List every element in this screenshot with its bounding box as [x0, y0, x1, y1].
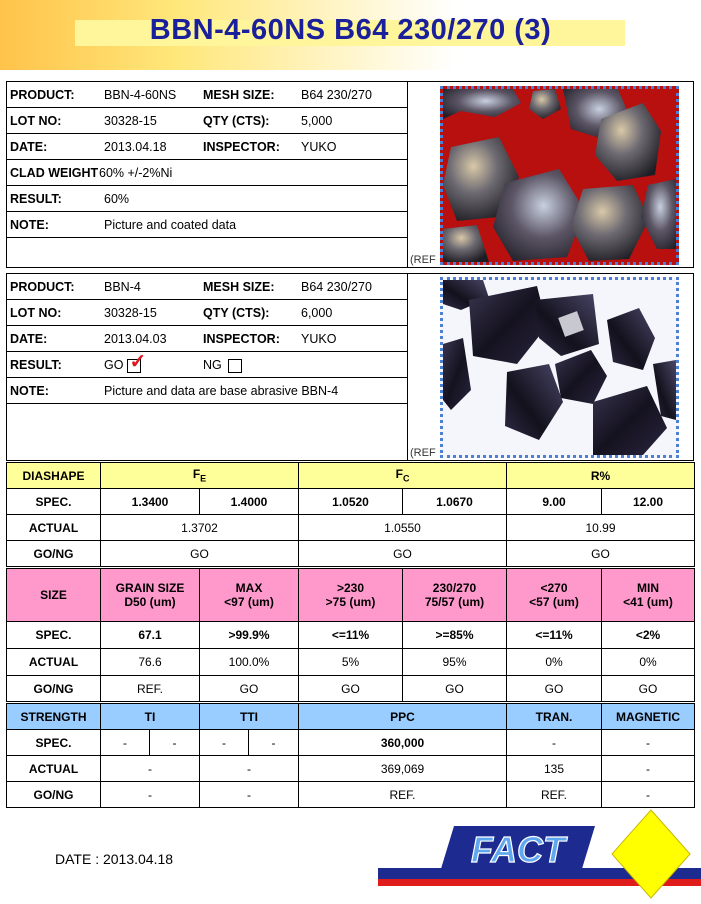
spec-tti-max: - — [249, 730, 299, 756]
note-label: NOTE: — [10, 218, 49, 232]
diamond-icon — [610, 808, 692, 900]
gong-ti: - — [101, 782, 200, 808]
gong-label: GO/NG — [7, 676, 101, 702]
spec-cell: >99.9% — [200, 622, 299, 649]
r-percent-header: R% — [507, 463, 695, 489]
gong-row — [7, 541, 695, 567]
spec-label: SPEC. — [7, 622, 101, 649]
spec-cell: >=85% — [403, 622, 507, 649]
spec-cell: <=11% — [299, 622, 403, 649]
actual-ppc: 369,069 — [299, 756, 507, 782]
go-label: GO — [104, 358, 124, 372]
spec-label: SPEC. — [7, 489, 101, 515]
spec-row — [7, 622, 695, 649]
gong-row — [7, 782, 695, 808]
qty-label: QTY (CTS): — [203, 114, 270, 128]
spec-row — [7, 489, 695, 515]
spec-fe-min: 1.3400 — [101, 489, 200, 515]
product-row — [7, 274, 408, 300]
fc-header: $F_C$ — [299, 463, 507, 489]
fe-header: $F_E$ — [101, 463, 299, 489]
note-extra-row — [7, 404, 408, 430]
gong-magnetic: - — [602, 782, 695, 808]
actual-row — [7, 515, 695, 541]
actual-cell: 0% — [507, 649, 602, 676]
note-row — [7, 212, 408, 238]
gong-tti: - — [200, 782, 299, 808]
actual-row — [7, 756, 695, 782]
over-230-header: >230 >75 (um) — [299, 569, 403, 622]
spec-ppc: 360,000 — [299, 730, 507, 756]
qty-label: QTY (CTS): — [203, 306, 270, 320]
spec-fe-max: 1.4000 — [200, 489, 299, 515]
lot-row — [7, 108, 408, 134]
result-label: RESULT: — [10, 358, 62, 372]
actual-cell: 95% — [403, 649, 507, 676]
spec-cell: <=11% — [507, 622, 602, 649]
gong-r: GO — [507, 541, 695, 567]
inspector-label: INSPECTOR: — [203, 332, 280, 346]
strength-header: STRENGTH — [7, 704, 101, 730]
product-row — [7, 82, 408, 108]
gong-cell: REF. — [101, 676, 200, 702]
tti-header: TTI — [200, 704, 299, 730]
qty-value: 6,000 — [301, 306, 333, 320]
spec-fc-min: 1.0520 — [299, 489, 403, 515]
gong-label: GO/NG — [7, 541, 101, 567]
note-value: Picture and coated data — [104, 218, 237, 232]
spec-r-max: 12.00 — [602, 489, 695, 515]
clad-label: CLAD WEIGHT — [10, 166, 99, 180]
gong-fc: GO — [299, 541, 507, 567]
ng-checkbox[interactable] — [228, 359, 242, 373]
gong-cell: GO — [299, 676, 403, 702]
spec-cell: <2% — [602, 622, 695, 649]
diashape-header: DIASHAPE — [7, 463, 101, 489]
actual-cell: 0% — [602, 649, 695, 676]
lot-value: 30328-15 — [104, 306, 157, 320]
diashape-table — [6, 462, 695, 567]
date-value: 2013.04.18 — [104, 140, 167, 154]
inspector-label: INSPECTOR: — [203, 140, 280, 154]
max-header: MAX <97 (um) — [200, 569, 299, 622]
tran-header: TRAN. — [507, 704, 602, 730]
actual-cell: 5% — [299, 649, 403, 676]
fact-logo — [440, 822, 595, 880]
lot-row — [7, 300, 408, 326]
mesh-value: B64 230/270 — [301, 88, 372, 102]
note-value: Picture and data are base abrasive BBN-4 — [104, 384, 339, 398]
size-header-row — [7, 569, 695, 622]
page-title: BBN-4-60NS B64 230/270 (3) — [149, 14, 552, 46]
actual-tran: 135 — [507, 756, 602, 782]
qty-value: 5,000 — [301, 114, 333, 128]
actual-magnetic: - — [602, 756, 695, 782]
result-value: 60% — [104, 192, 130, 206]
gong-ppc: REF. — [299, 782, 507, 808]
spec-ti-max: - — [150, 730, 200, 756]
coated-product-info — [6, 81, 694, 268]
clad-row — [7, 160, 408, 186]
product-label: PRODUCT: — [10, 280, 75, 294]
gong-fe: GO — [101, 541, 299, 567]
gong-cell: GO — [403, 676, 507, 702]
actual-ti: - — [101, 756, 200, 782]
spec-tti-min: - — [200, 730, 249, 756]
gong-tran: REF. — [507, 782, 602, 808]
base-crystal-image — [443, 280, 676, 455]
actual-label: ACTUAL — [7, 756, 101, 782]
coated-crystal-image — [443, 89, 676, 262]
under-270-header: <270 <57 (um) — [507, 569, 602, 622]
ref-label: (REF — [410, 254, 436, 266]
spec-row — [7, 730, 695, 756]
lot-label: LOT NO: — [10, 114, 62, 128]
note-label: NOTE: — [10, 384, 49, 398]
clad-value: 60% +/-2%Ni — [99, 166, 173, 180]
mesh-label: MESH SIZE: — [203, 280, 275, 294]
product-value: BBN-4 — [104, 280, 141, 294]
spec-ti-min: - — [101, 730, 150, 756]
date-row — [7, 326, 408, 352]
actual-label: ACTUAL — [7, 649, 101, 676]
spec-magnetic: - — [602, 730, 695, 756]
strength-table — [6, 703, 695, 808]
footer-date: DATE : 2013.04.18 — [55, 851, 174, 867]
date-row — [7, 134, 408, 160]
mesh-label: MESH SIZE: — [203, 88, 275, 102]
ng-option[interactable] — [203, 352, 242, 378]
go-option[interactable] — [104, 350, 147, 378]
date-value: 2013.04.03 — [104, 332, 167, 346]
ref-label: (REF — [410, 447, 436, 459]
strength-header-row — [7, 704, 695, 730]
actual-fe: 1.3702 — [101, 515, 299, 541]
fact-logo-graphic — [440, 822, 595, 880]
gong-cell: GO — [200, 676, 299, 702]
checkmark-icon: ✓ — [129, 350, 147, 373]
result-row — [7, 186, 408, 212]
column-divider — [407, 82, 408, 267]
ti-header: TI — [101, 704, 200, 730]
coated-crystal-photo — [440, 86, 679, 265]
gong-cell: GO — [602, 676, 695, 702]
size-table — [6, 568, 695, 702]
note-row — [7, 378, 408, 404]
actual-fc: 1.0550 — [299, 515, 507, 541]
inspector-value: YUKO — [301, 332, 337, 346]
gong-cell: GO — [507, 676, 602, 702]
spec-label: SPEC. — [7, 730, 101, 756]
230-270-header: 230/270 75/57 (um) — [403, 569, 507, 622]
size-header: SIZE — [7, 569, 101, 622]
min-header: MIN <41 (um) — [602, 569, 695, 622]
ppc-header: PPC — [299, 704, 507, 730]
spec-fc-max: 1.0670 — [403, 489, 507, 515]
fact-logo-text: FACT — [471, 829, 565, 870]
actual-r: 10.99 — [507, 515, 695, 541]
actual-row — [7, 649, 695, 676]
inspector-value: YUKO — [301, 140, 337, 154]
result-row — [7, 352, 408, 378]
spec-tran: - — [507, 730, 602, 756]
actual-cell: 100.0% — [200, 649, 299, 676]
spec-r-min: 9.00 — [507, 489, 602, 515]
spec-cell: 67.1 — [101, 622, 200, 649]
gong-row — [7, 676, 695, 702]
ng-label: NG — [203, 358, 222, 372]
actual-tti: - — [200, 756, 299, 782]
base-abrasive-info — [6, 273, 694, 461]
diashape-header-row — [7, 463, 695, 489]
grain-size-header: GRAIN SIZE D50 (um) — [101, 569, 200, 622]
actual-label: ACTUAL — [7, 515, 101, 541]
result-label: RESULT: — [10, 192, 62, 206]
actual-cell: 76.6 — [101, 649, 200, 676]
gong-label: GO/NG — [7, 782, 101, 808]
lot-label: LOT NO: — [10, 306, 62, 320]
product-value: BBN-4-60NS — [104, 88, 177, 102]
column-divider — [407, 274, 408, 460]
date-label: DATE: — [10, 332, 48, 346]
lot-value: 30328-15 — [104, 114, 157, 128]
go-checkbox[interactable] — [127, 350, 147, 373]
product-label: PRODUCT: — [10, 88, 75, 102]
base-crystal-photo — [440, 277, 679, 458]
date-label: DATE: — [10, 140, 48, 154]
magnetic-header: MAGNETIC — [602, 704, 695, 730]
mesh-value: B64 230/270 — [301, 280, 372, 294]
